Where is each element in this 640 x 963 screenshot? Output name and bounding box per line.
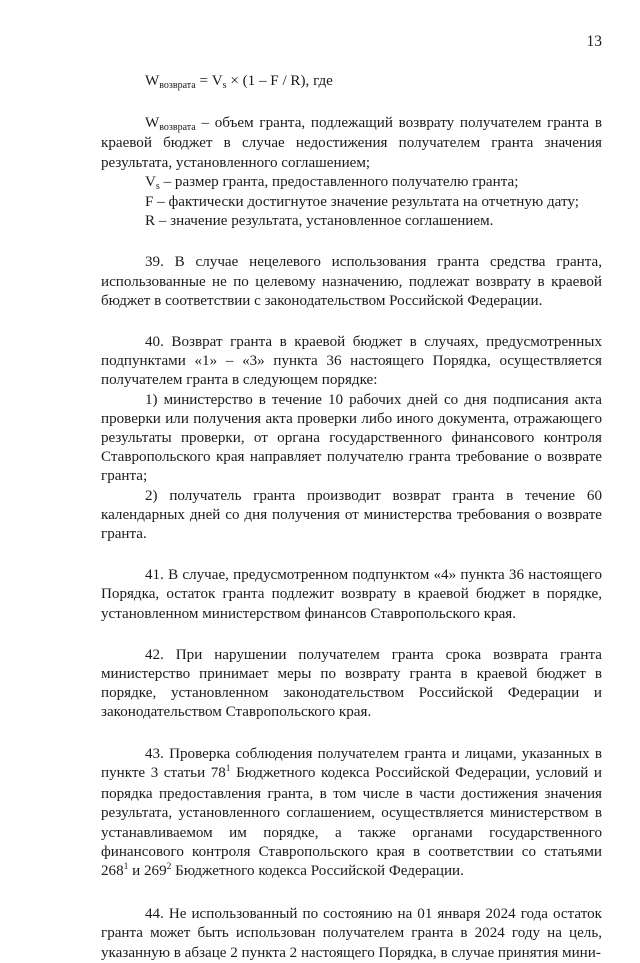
superscript: 1 [123, 861, 129, 872]
formula-v: = V [195, 73, 223, 89]
superscript: 2 [166, 861, 172, 872]
paragraph-43-part-1: 43. Проверка соблюдения получателем гранта и лицами, указанных в пункте 3 статьи 78 [101, 745, 602, 781]
spacer [101, 883, 602, 905]
return-formula [101, 72, 602, 92]
paragraph-40-item-2: 2) получатель гранта производит возврат гранта в течение 60 календарных дней со дня получения от министерства требования о возврате гранта. [101, 487, 602, 543]
paragraph-43-part-3: и 269 [128, 862, 167, 879]
definition-v [101, 173, 602, 193]
definition-w-symbol: W [145, 115, 160, 132]
formula-v-sub: s [222, 80, 227, 91]
paragraph-44: 44. Не использованный по состоянию на 01 января 2024 года остаток гранта может быть использован получателем гранта в 2024 году на цель, указанную в абзаце 2 пункта 2 настоящего Порядка, в случае принятия мини- [101, 906, 602, 961]
definition-w-text: – объем гранта, подлежащий возврату получателем гранта в краевой бюджет в случае недостижения получателем гранта значения результата, установленного соглашением; [101, 115, 602, 171]
paragraph-41: 41. В случае, предусмотренном подпунктом «4» пункта 36 настоящего Порядка, остаток гранта подлежит возврату в краевой бюджет в порядке, установленном министерством финансов Ставропольского края. [101, 567, 602, 622]
document-body [101, 72, 602, 963]
formula-w: W [145, 73, 160, 89]
definition-v-symbol: V [145, 173, 156, 190]
spacer [101, 311, 602, 333]
spacer [101, 624, 602, 646]
definition-v-sub: s [155, 180, 160, 192]
formula-w-sub: возврата [159, 80, 196, 91]
definition-r: R – значение результата, установленное соглашением. [145, 213, 494, 230]
paragraph-43-part-4: Бюджетного кодекса Российской Федерации. [171, 862, 464, 879]
paragraph-40-intro: 40. Возврат гранта в краевой бюджет в случаях, предусмотренных подпунктами «1» – «3» пункта 36 настоящего Порядка, осуществляется получателем гранта в следующем порядке: [101, 334, 602, 389]
paragraph-39: 39. В случае нецелевого использования гранта средства гранта, использованные не по целевому назначению, подлежат возврату в краевой бюджет в соответствии с законодательством Российской Федерации. [101, 254, 602, 309]
definition-v-text: – размер гранта, предоставленного получателю гранта; [159, 173, 519, 190]
superscript: 1 [225, 763, 231, 774]
paragraph-43 [101, 745, 602, 883]
spacer [101, 92, 602, 114]
spacer [101, 544, 602, 566]
paragraph-42: 42. При нарушении получателем гранта срока возврата гранта министерство принимает меры по возврату гранта в краевой бюджет в порядке, установленном законодательством Российской Федерации и законодательством Ставропольского края. [101, 646, 602, 721]
paragraph-43-part-2: Бюджетного кодекса Российской Федерации, условий и порядка предоставления гранта, в том числе в части достижения значения результата, установленного соглашением, осуществляется министерством в устанавливаемом им порядке, а также органами государственного финансового контроля Ставропольского края в соответствии со статьями 268 [101, 764, 602, 879]
spacer [101, 723, 602, 745]
definition-w-sub: возврата [159, 122, 196, 134]
definition-f: F – фактически достигнутое значение результата на отчетную дату; [145, 194, 579, 211]
definition-w [101, 114, 602, 173]
paragraph-40-item-1: 1) министерство в течение 10 рабочих дней со дня подписания акта проверки или получения акта проверки либо иного документа, отражающего результаты проверки, от органа государственного финансового контроля Ставропольского края направляет получателю гранта требование о возврате гранта; [101, 391, 602, 485]
spacer [101, 231, 602, 253]
formula-rhs: × (1 – F / R), где [226, 73, 333, 89]
page-number: 13 [586, 33, 602, 50]
